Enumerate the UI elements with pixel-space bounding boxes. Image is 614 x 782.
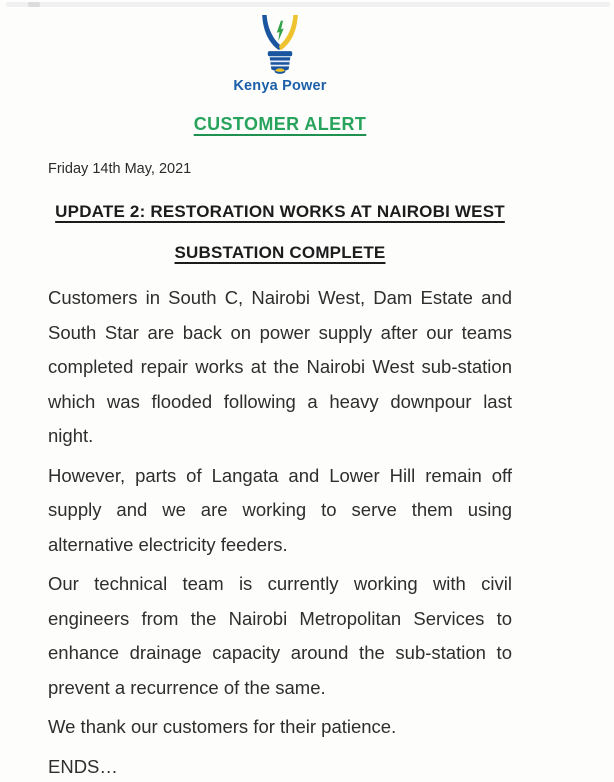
top-edge-artifact — [28, 2, 40, 7]
update-heading-line2: SUBSTATION COMPLETE — [174, 243, 386, 262]
date-line: Friday 14th May, 2021 — [48, 161, 192, 177]
customer-alert-title: CUSTOMER ALERT — [193, 114, 367, 134]
paragraph-ends: ENDS… — [48, 755, 118, 777]
kenya-power-wordmark: Kenya Power — [233, 78, 327, 94]
paragraph-thanks: We thank our customers for their patience. — [48, 716, 397, 737]
document-content — [48, 14, 512, 782]
kenya-power-logo — [48, 14, 512, 94]
paragraph-restoration: Customers in South C, Nairobi West, Dam Estate and South Star are back on power supply after our teams completed repair works at the Nairobi West sub-station which was flooded following a heavy downpour last night. — [48, 287, 512, 446]
paragraph-drainage: Our technical team is currently working with civil engineers from the Nairobi Metropolitan Services to enhance drainage capacity around the sub-station to prevent a recurrence of the same. — [48, 573, 512, 698]
top-edge-strip — [6, 2, 610, 7]
kenya-power-bulb-icon — [248, 14, 312, 76]
update-heading — [48, 191, 512, 273]
paragraph-offsupply: However, parts of Langata and Lower Hill remain off supply and we are working to serve them using alternative electricity feeders. — [48, 464, 512, 555]
update-heading-line1: UPDATE 2: RESTORATION WORKS AT NAIROBI WEST — [55, 202, 505, 221]
